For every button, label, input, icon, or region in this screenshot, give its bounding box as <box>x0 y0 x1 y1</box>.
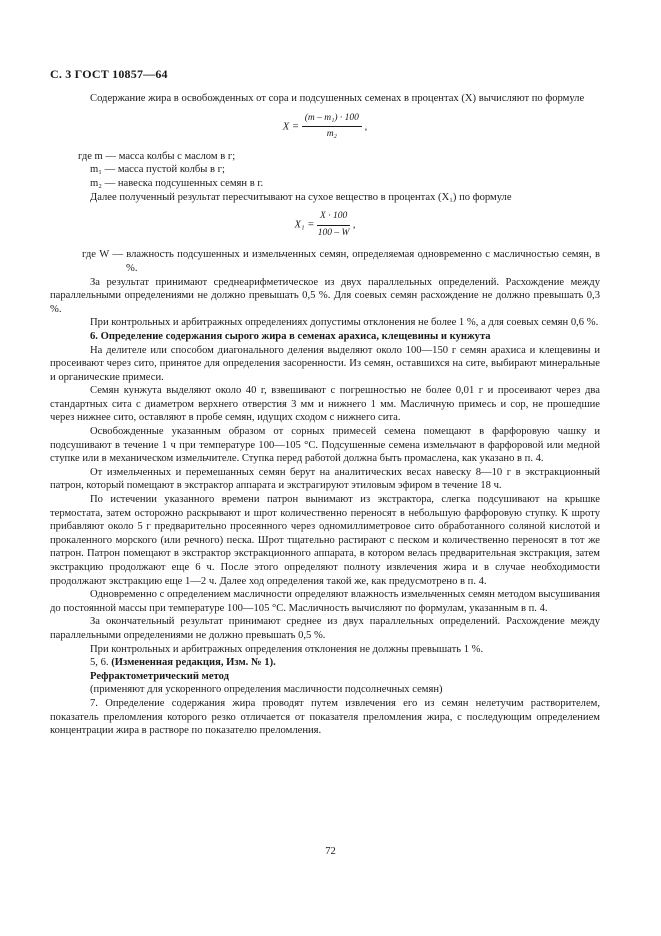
paragraph: За окончательный результат принимают среднее из двух параллельных определений. Расхождение между параллельными определениями не должно превышать 0,5 %. <box>50 616 600 641</box>
paragraph: Далее полученный результат пересчитывают на сухое вещество в процентах (X₁) по формуле <box>90 191 512 203</box>
definition-line: где m — масса колбы с маслом в г; <box>78 150 236 162</box>
section-heading: Рефрактометрический метод <box>90 670 229 682</box>
formula-lhs: X₁ = <box>294 219 315 231</box>
paragraph: От измельченных и перемешанных семян берут на аналитических весах навеску 8—10 г в экстракционный патрон, который помещают в экстрактор аппарата и экстрагируют этиловым эфиром в течение 18 ч. <box>50 466 600 492</box>
definition-line: m₁ — масса пустой колбы в г; <box>90 164 225 176</box>
formula-fat-content <box>50 112 600 142</box>
amendment-items: 5, 6. <box>90 657 112 669</box>
formula-numerator: (m – m₁) · 100 <box>302 112 362 128</box>
formula-tail: , <box>352 219 356 231</box>
paragraph: При контрольных и арбитражных определения отклонения не должны превышать 1 %. <box>90 643 484 655</box>
paragraph: При контрольных и арбитражных определениях допустимы отклонения не более 1 %, а для соевых семян 0,6 %. <box>90 317 599 329</box>
formula-tail: , <box>364 120 368 132</box>
amendment-note <box>50 656 600 670</box>
paragraph: (применяют для ускоренного определения масличности подсолнечных семян) <box>90 684 443 696</box>
formula-fraction <box>317 210 350 240</box>
definition-line: m₂ — навеска подсушенных семян в г. <box>90 177 264 189</box>
paragraph: За результат принимают среднеарифметическое из двух параллельных определений. Расхождение между параллельными определениями не должно превышать 0,5 %. Для соевых семян расхождение не должно превышать 0,3 %. <box>50 276 600 315</box>
document-body <box>50 92 600 738</box>
paragraph: Одновременно с определением масличности определяют влажность измельченных семян методом высушивания до постоянной массы при температуре 100—105 °С. Масличность вычисляют по формулам, указанным в п. 4. <box>50 589 600 614</box>
formula-dry-basis <box>50 210 600 240</box>
formula-fraction <box>302 112 362 142</box>
paragraph: 7. Определение содержания жира проводят путем извлечения его из семян нелетучим растворителем, показатель преломления которого резко отличается от показателя преломления жира, с последующим определением концентрации жира в растворе по показателю преломления. <box>50 697 600 737</box>
formula-denominator: 100 – W <box>317 227 350 238</box>
section-heading: 6. Определение содержания сырого жира в семенах арахиса, клещевины и кунжута <box>90 330 491 342</box>
paragraph: На делителе или способом диагонального деления выделяют около 100—150 г семян арахиса и клещевины и просеивают через сито, принятое для определения засоренности. Из семян, оставшихся на сите, выбирают минеральные и органические примеси. <box>50 344 600 383</box>
paragraph: Освобожденные указанным образом от сорных примесей семена помещают в фарфоровую чашку и подсушивают в течение 1 ч при температуре 100—105 °С. Подсушенные семена измельчают в фарфоровой или медной ступке или в механическом измельчителе. Ступка перед работой должна быть промаслена, как указано в п. 4. <box>50 426 600 465</box>
page-header: С. 3 ГОСТ 10857—64 <box>50 67 168 81</box>
paragraph: Содержание жира в освобожденных от сора и подсушенных семенах в процентах (X) вычисляют по формуле <box>90 93 585 104</box>
definition-line: где W — влажность подсушенных и измельченных семян, определяемая одновременно с масличностью семян, в %. <box>82 249 600 274</box>
paragraph: Семян кунжута выделяют около 40 г, взвешивают с погрешностью не более 0,01 г и просеивают через два стандартных сита с диаметром верхнего отверстия 3 мм и нижнего 1 мм. Масличную примесь и сор, не прошедшие через нижнее сито, оставляют в пробе семян, идущих сходом с нижнего сита. <box>50 385 600 424</box>
formula-denominator: m₂ <box>326 129 337 140</box>
formula-numerator: X · 100 <box>317 210 350 226</box>
formula-lhs: X = <box>282 120 300 132</box>
page-number: 72 <box>325 846 336 857</box>
paragraph: По истечении указанного времени патрон вынимают из экстрактора, слегка подсушивают на крышке термостата, затем осторожно раскрывают и шрот количественно переносят в небольшую фарфоровую ступку. К шроту прибавляют около 5 г предварительно просеянного через одномиллиметровое сито обработанного соляной кислотой и прокаленного морского (или речного) песка. Шрот тщательно растирают с песком и количественно переносят в тот же патрон. Патрон помещают в экстрактор экстракционного аппарата, в котором велась предварительная экстракция, затем экстракцию продолжают еще 6 ч. После этого определяют полноту извлечения жира и в случае необходимости продолжают экстракцию еще 1—2 ч. Далее ход определения такой же, как предусмотрено в п. 4. <box>50 494 600 587</box>
amendment-text: (Измененная редакция, Изм. № 1). <box>111 657 276 669</box>
